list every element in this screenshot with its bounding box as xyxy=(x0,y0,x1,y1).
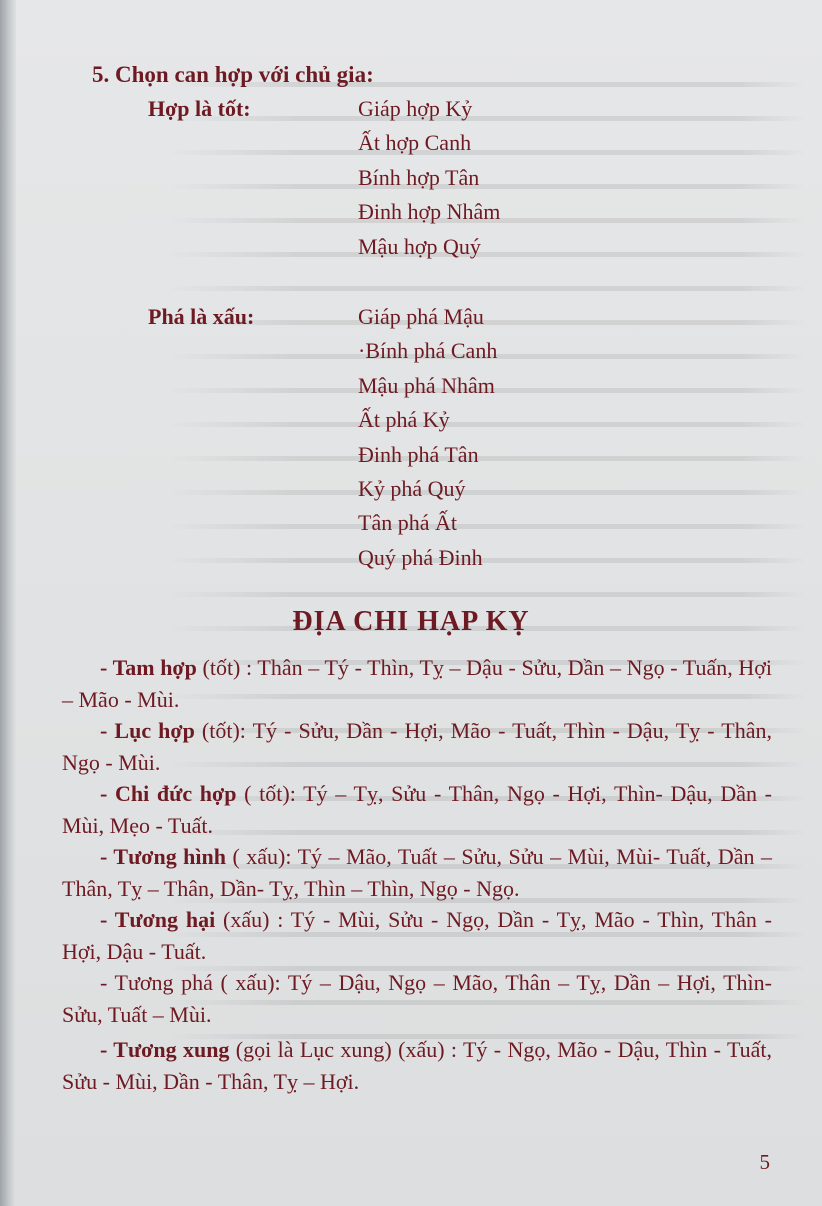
list-item: Mậu phá Nhâm xyxy=(358,372,495,398)
list-item: Đinh phá Tân xyxy=(358,441,479,467)
paragraph-tuong-pha xyxy=(62,967,772,1031)
section-title: 5. Chọn can hợp với chủ gia: xyxy=(92,62,374,87)
paragraph-tam-hop xyxy=(62,652,772,716)
list-item: Quý phá Đinh xyxy=(358,544,483,570)
description: ( tốt): Tý – Tỵ, Sửu - Thân, Ngọ - Hợi, Thìn- Dậu, Dần - Mùi, Mẹo - Tuất. xyxy=(62,781,772,838)
description: (gọi là Lục xung) (xấu) : Tý - Ngọ, Mão - Dậu, Thìn - Tuất, Sửu - Mùi, Dần - Thân, Tỵ – Hợi. xyxy=(62,1037,772,1094)
list-item: Ất hợp Canh xyxy=(358,130,472,156)
list-item: Bính hợp Tân xyxy=(358,164,480,190)
description: (xấu) : Tý - Mùi, Sửu - Ngọ, Dần - Tỵ, Mão - Thìn, Thân - Hợi, Dậu - Tuất. xyxy=(62,907,772,964)
list-item: Mậu hợp Quý xyxy=(358,233,481,259)
chapter-heading: ĐỊA CHI HẠP KỴ xyxy=(292,606,530,637)
bad-label: Phá là xấu: xyxy=(148,304,255,329)
description: - Tương phá ( xấu): Tý – Dậu, Ngọ – Mão, Thân – Tỵ, Dần – Hợi, Thìn- Sửu, Tuất – Mùi. xyxy=(62,970,772,1027)
paragraph-tuong-hai xyxy=(62,904,772,968)
paragraph-tuong-xung xyxy=(62,1034,772,1098)
term: - Lục hợp xyxy=(100,718,195,743)
bad-list xyxy=(358,300,497,575)
description: ( xấu): Tý – Mão, Tuất – Sửu, Sửu – Mùi, Mùi- Tuất, Dần – Thân, Tỵ – Thân, Dần- Tỵ, Thìn – Thìn, Ngọ - Ngọ. xyxy=(62,844,772,901)
term: - Tam hợp xyxy=(100,655,197,680)
description: (tốt) : Thân – Tý - Thìn, Tỵ – Dậu - Sửu, Dần – Ngọ - Tuấn, Hợi – Mão - Mùi. xyxy=(62,655,773,712)
page-number: 5 xyxy=(759,1150,770,1174)
term: - Tương xung xyxy=(100,1037,230,1062)
list-item: Ất phá Kỷ xyxy=(358,407,450,433)
list-item: ·Bính phá Canh xyxy=(358,338,498,364)
paragraph-luc-hop xyxy=(62,715,772,779)
list-item: Giáp phá Mậu xyxy=(358,304,484,329)
term: - Tương hại xyxy=(100,907,216,932)
term: - Tương hình xyxy=(100,844,226,869)
list-item: Tân phá Ất xyxy=(358,510,457,536)
book-spine-shadow xyxy=(0,0,16,1206)
paragraph-tuong-hinh xyxy=(62,841,772,905)
paragraph-chi-duc-hop xyxy=(62,778,772,842)
term: - Chi đức hợp xyxy=(100,781,237,806)
list-item: Giáp hợp Kỷ xyxy=(358,96,473,121)
list-item: Kỷ phá Quý xyxy=(358,475,466,501)
list-item: Đinh hợp Nhâm xyxy=(358,199,501,225)
description: (tốt): Tý - Sửu, Dần - Hợi, Mão - Tuất, Thìn - Dậu, Tỵ - Thân, Ngọ - Mùi. xyxy=(62,718,773,775)
good-label: Hợp là tốt: xyxy=(148,96,251,121)
good-list xyxy=(358,92,500,264)
